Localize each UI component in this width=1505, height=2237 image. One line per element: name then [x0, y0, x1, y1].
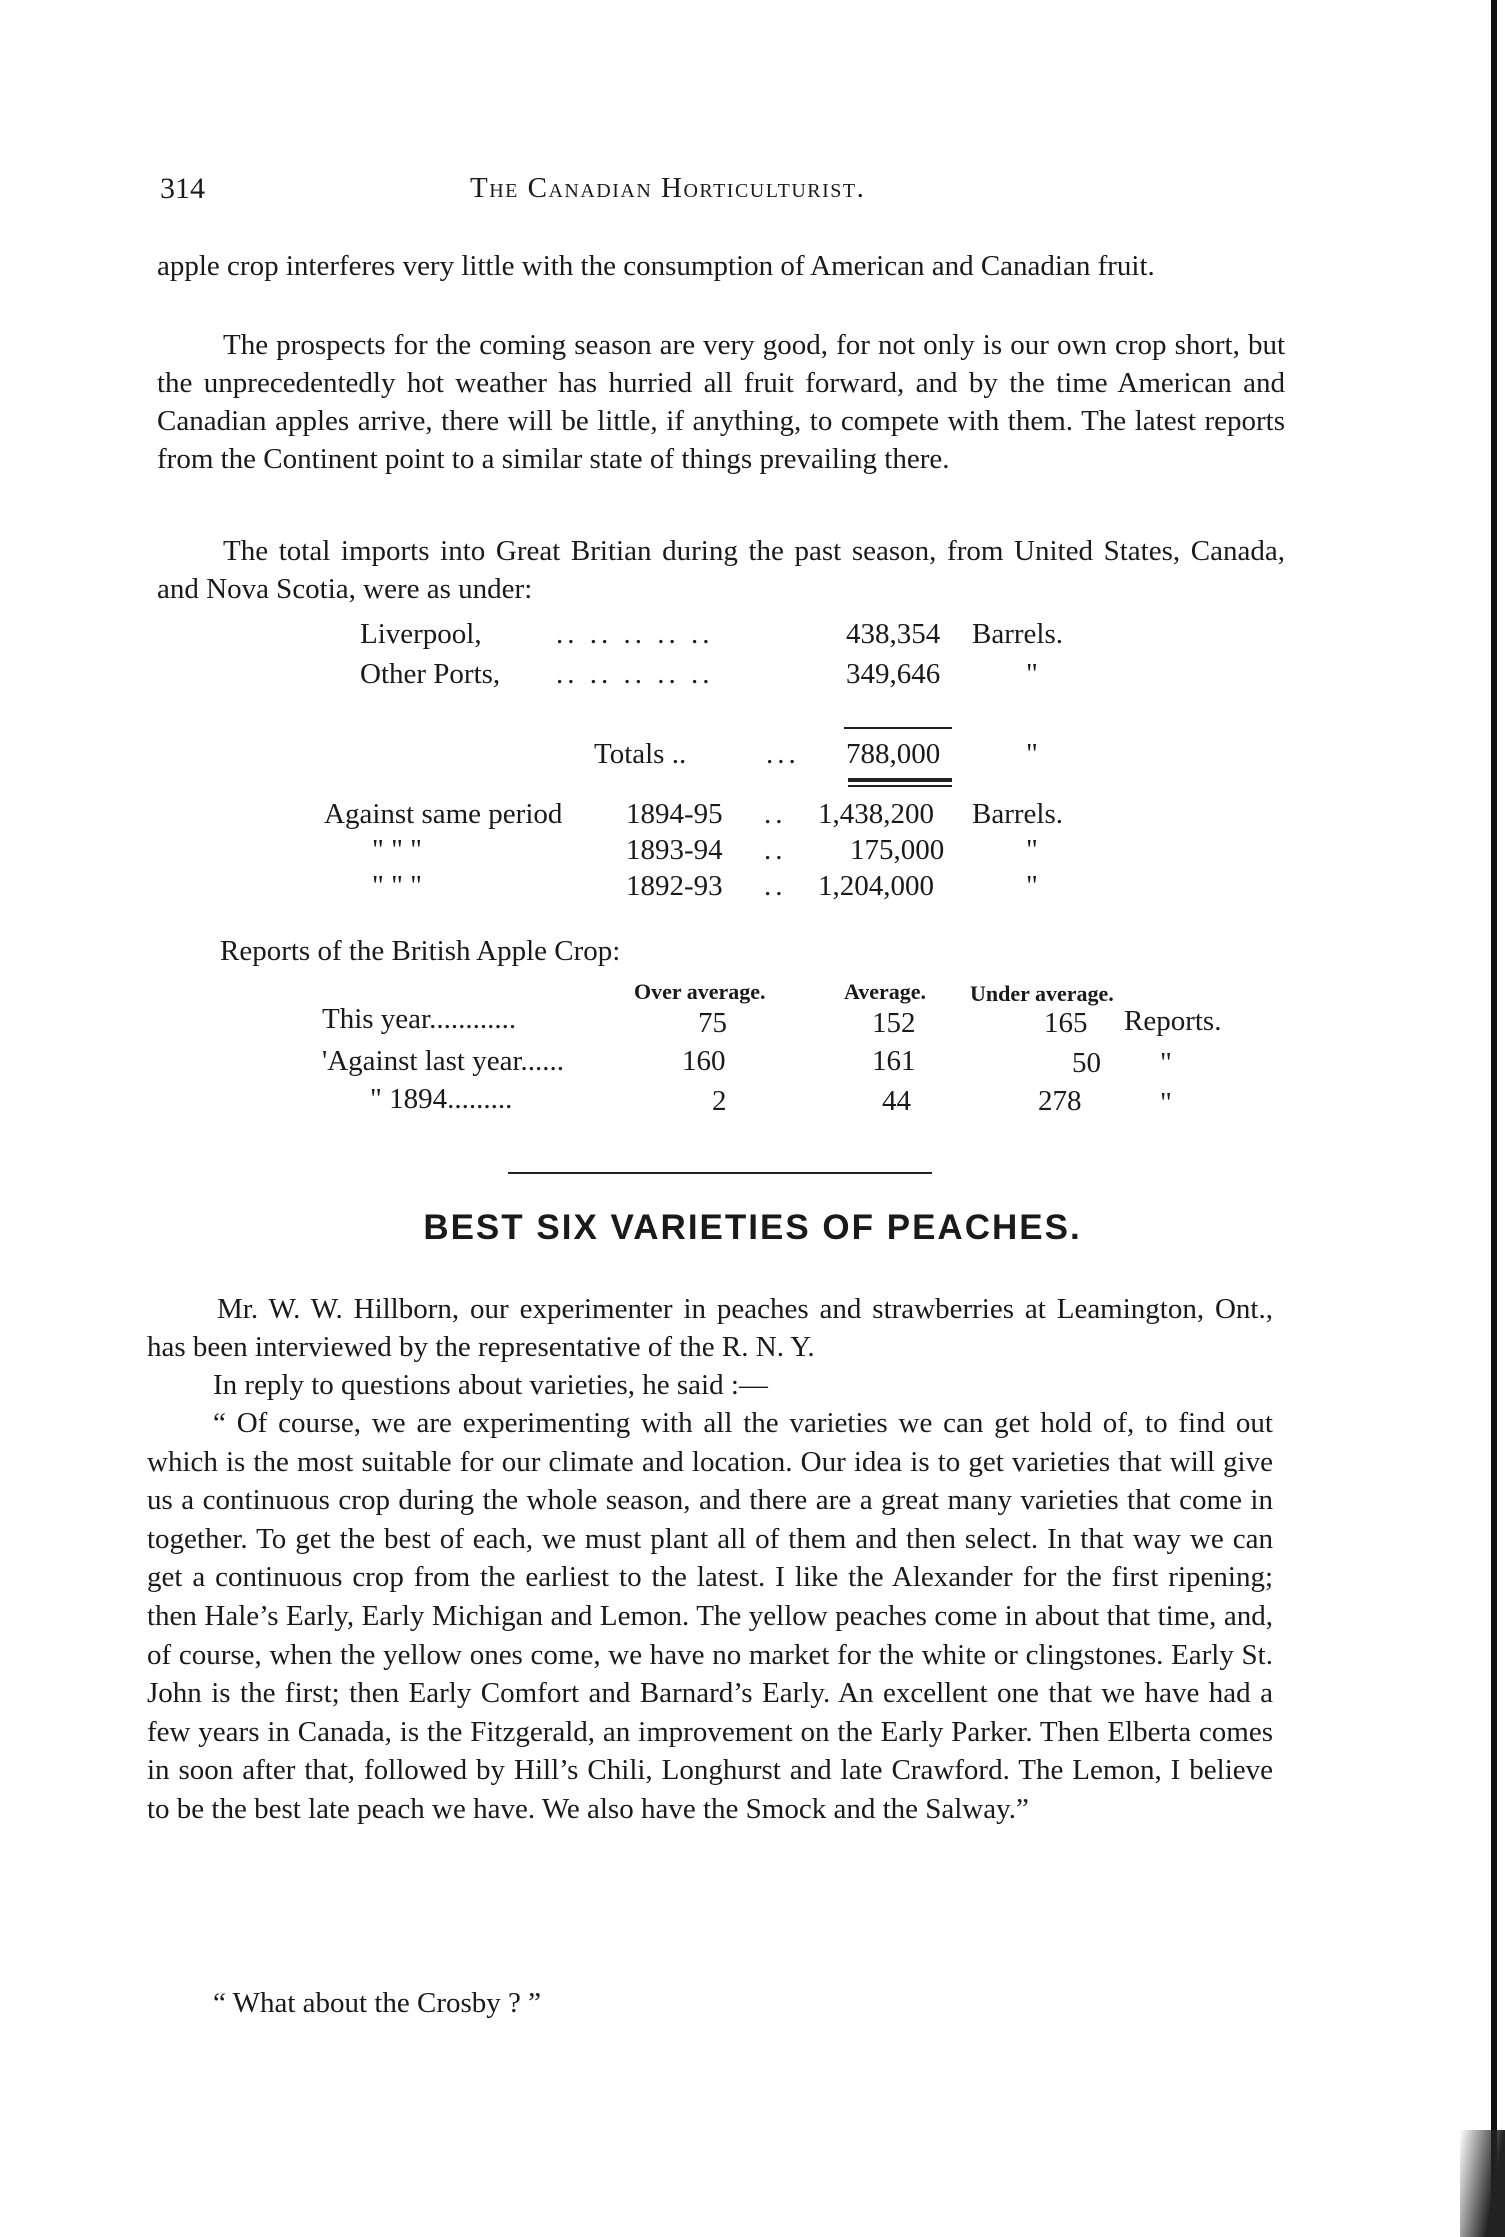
paragraph-imports: The total imports into Great Britian during the past season, from United States, Canada, and Nova Scotia, were as under: — [157, 535, 1285, 605]
crop-heading: Reports of the British Apple Crop: — [220, 935, 621, 967]
paragraph-prospects: The prospects for the coming season are very good, for not only is our own crop short, but the unprecedentedly hot weather has hurried all fruit forward, and by the time American and Canadian apples arrive, there will be little, if anything, to compete with them. The latest reports from the Continent point to a similar state of things prevailing there. — [157, 329, 1285, 475]
dot-leader: ... — [766, 738, 800, 770]
imports-unit: " — [1026, 658, 1038, 690]
dot-leader: .. .. .. .. .. — [556, 658, 714, 690]
paragraph-reply: In reply to questions about varieties, he said :— — [213, 1369, 768, 1401]
dot-leader: .. — [764, 834, 787, 866]
crop-under-value: 50 — [1072, 1047, 1101, 1079]
totals-value: 788,000 — [846, 738, 941, 770]
crop-over-value: 2 — [712, 1085, 727, 1117]
column-header: Under average. — [970, 981, 1114, 1006]
previous-period: 1894-95 — [626, 798, 723, 830]
previous-period: 1893-94 — [626, 834, 723, 866]
paragraph-hillborn: Mr. W. W. Hillborn, our experimenter in peaches and strawberries at Leamington, Ont., has been interviewed by the representative of the R. N. Y. — [147, 1293, 1273, 1363]
running-head — [160, 172, 1290, 212]
paragraph-crosby-question: “ What about the Crosby ? ” — [213, 1987, 542, 2019]
imports-port-label: Liverpool, — [360, 618, 482, 650]
page-edge-shadow — [1460, 2130, 1505, 2237]
crop-under-value: 165 — [1044, 1007, 1088, 1039]
crop-unit: Reports. — [1124, 1005, 1222, 1037]
crop-average-value: 152 — [872, 1007, 916, 1039]
previous-unit: " — [1026, 834, 1038, 866]
crop-average-value: 44 — [882, 1085, 911, 1117]
dot-leader: .. .. .. .. .. — [556, 618, 714, 650]
page-number: 314 — [160, 172, 205, 205]
totals-unit: " — [1026, 738, 1038, 770]
page-edge — [1491, 0, 1497, 2237]
journal-title: The Canadian Horticulturist. — [470, 172, 866, 204]
crop-over-value: 160 — [682, 1045, 726, 1077]
previous-value: 175,000 — [850, 834, 945, 866]
totals-label: Totals .. — [594, 738, 687, 770]
paragraph-continuation: apple crop interferes very little with the consumption of American and Canadian fruit. — [157, 250, 1155, 282]
imports-port-label: Other Ports, — [360, 658, 501, 690]
paragraph-quote: “ Of course, we are experimenting with all the varieties we can get hold of, to find out which is the most suitable for our climate and location. Our idea is to get varieties that will give us a continuous crop during the whole season, and there are a great many varieties that come in together. To get the best of each, we must plant all of them and then select. In that way we can get a continuous crop from the earliest to the latest. I like the Alexander for the first ripening; then Hale’s Early, Early Michigan and Lemon. The yellow peaches come in about that time, and, of course, when the yellow ones come, we have no market for the white or clingstones. Early St. John is the first; then Early Comfort and Barnard’s Early. An excellent one that we have had a few years in Canada, is the Fitzgerald, an improvement on the Early Parker. Then Elberta comes in soon after that, followed by Hill’s Chili, Longhurst and late Crawford. The Lemon, I believe to be the best late peach we have. We also have the Smock and the Salway.” — [147, 1407, 1273, 1825]
crop-under-value: 278 — [1038, 1085, 1082, 1117]
crop-unit: " — [1160, 1087, 1172, 1119]
imports-unit: Barrels. — [972, 618, 1063, 650]
imports-value: 438,354 — [846, 618, 941, 650]
crop-row-label: This year............ — [322, 1003, 517, 1035]
section-divider — [508, 1172, 932, 1174]
column-header: Over average. — [634, 979, 766, 1004]
dot-leader: .. — [764, 798, 787, 830]
ditto-marks: " " " — [372, 834, 423, 866]
crop-report-table — [220, 935, 1280, 1135]
previous-value: 1,438,200 — [818, 798, 934, 830]
crop-row-label: 'Against last year...... — [322, 1045, 565, 1077]
article-title: BEST SIX VARIETIES OF PEACHES. — [423, 1208, 1082, 1247]
column-header: Average. — [844, 979, 927, 1004]
crop-average-value: 161 — [872, 1045, 916, 1077]
crop-unit: " — [1160, 1047, 1172, 1079]
ditto-marks: " " " — [372, 870, 423, 902]
total-double-rule — [848, 778, 952, 787]
imports-value: 349,646 — [846, 658, 941, 690]
previous-label: Against same period — [324, 798, 563, 830]
previous-value: 1,204,000 — [818, 870, 934, 902]
dot-leader: .. — [764, 870, 787, 902]
previous-period: 1892-93 — [626, 870, 723, 902]
sum-rule — [844, 727, 952, 729]
previous-unit: " — [1026, 870, 1038, 902]
crop-row-label: " 1894......... — [370, 1083, 513, 1115]
previous-unit: Barrels. — [972, 798, 1063, 830]
crop-over-value: 75 — [698, 1007, 727, 1039]
